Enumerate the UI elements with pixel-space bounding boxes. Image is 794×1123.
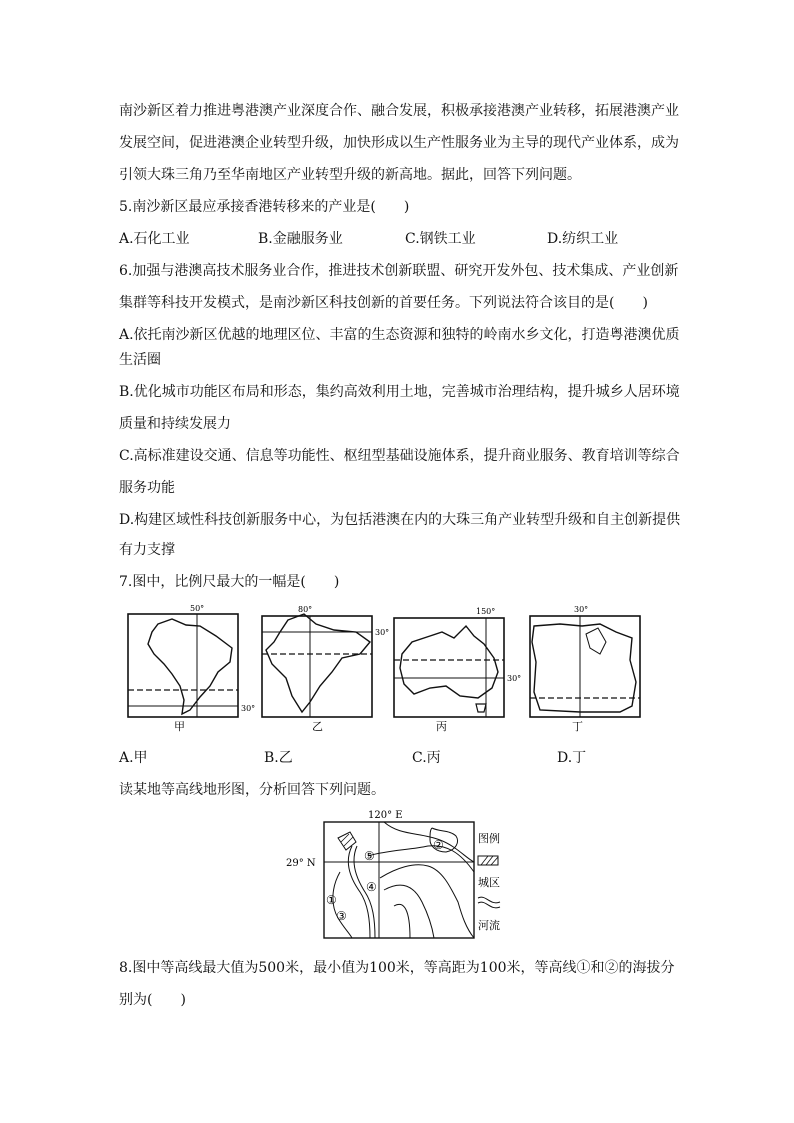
intro-line-3: 引领大珠三角乃至华南地区产业转型升级的新高地。据此，回答下列问题。 [119, 167, 581, 183]
contour-lon-label: 120° E [368, 810, 403, 821]
intro-line-1: 南沙新区着力推进粤港澳产业深度合作、融合发展，积极承接港澳产业转移，拓展港澳产业 [119, 103, 679, 119]
q6-option-d-line-2: 有力支撑 [119, 542, 175, 558]
q5-option-c: C.钢铁工业 [405, 231, 476, 247]
map-yi [262, 605, 389, 733]
map-yi-lat: 30° [375, 628, 390, 637]
intro-line-2: 发展空间，促进港澳企业转型升级，加快形成以生产性服务业为主导的现代产业体系，成为 [119, 135, 679, 151]
q7-option-a: A.甲 [119, 750, 148, 766]
q6-stem-line-1: 6.加强与港澳高技术服务业合作，推进技术创新联盟、研究开发外包、技术集成、产业创新 [119, 263, 679, 279]
map-bing-lat: 30° [507, 674, 522, 683]
q5-option-b: B.金融服务业 [258, 231, 343, 247]
q5-stem: 5.南沙新区最应承接香港转移来的产业是( ) [119, 199, 410, 215]
q7-stem: 7.图中，比例尺最大的一幅是( ) [119, 574, 340, 590]
map-jia-lon: 50° [190, 604, 205, 613]
contour-marker-2: ② [433, 838, 444, 852]
legend-city: 城区 [478, 876, 500, 889]
contour-intro: 读某地等高线地形图，分析回答下列问题。 [119, 782, 385, 798]
map-jia [128, 604, 255, 733]
map-ding-lon: 30° [574, 605, 589, 614]
q7-option-b: B.乙 [264, 750, 293, 766]
q7-option-d: D.丁 [557, 750, 587, 766]
q6-option-a-line-1: A.依托南沙新区优越的地理区位、丰富的生态资源和独特的岭南水乡文化，打造粤港澳优质 [119, 327, 680, 343]
contour-lat-label: 29° N [286, 858, 316, 869]
map-ding-label: 丁 [572, 720, 583, 733]
map-yi-label: 乙 [312, 720, 323, 733]
contour-marker-5: ⑤ [364, 849, 375, 863]
q6-option-d-line-1: D.构建区域性科技创新服务中心，为包括港澳在内的大珠三角产业转型升级和自主创新提供 [119, 512, 681, 528]
q7-option-c: C.丙 [412, 750, 441, 766]
q6-option-b-line-1: B.优化城市功能区布局和形态，集约高效利用土地，完善城市治理结构，提升城乡人居环境 [119, 384, 680, 400]
q6-option-c-line-2: 服务功能 [119, 480, 175, 496]
q6-option-b-line-2: 质量和持续发展力 [119, 416, 231, 432]
map-jia-lat: 30° [241, 704, 256, 713]
map-yi-lon: 80° [298, 605, 313, 614]
q8-line-2: 别为( ) [119, 992, 186, 1008]
city-area [338, 832, 356, 850]
q6-stem-line-2: 集群等科技开发模式，是南沙新区科技创新的首要任务。下列说法符合该目的是( ) [119, 295, 648, 311]
q5-option-a: A.石化工业 [119, 231, 190, 247]
map-bing-lon: 150° [476, 607, 496, 616]
contour-map-figure [286, 806, 510, 942]
contour-marker-4: ④ [366, 880, 377, 894]
contour-marker-1: ① [326, 893, 337, 907]
q8-line-1: 8.图中等高线最大值为500米，最小值为100米，等高距为100米，等高线①和②的海拔分 [119, 960, 675, 976]
q6-option-c-line-1: C.高标准建设交通、信息等功能性、枢纽型基础设施体系，提升商业服务、教育培训等综合 [119, 448, 680, 464]
map-legend [478, 831, 500, 932]
map-bing-label: 丙 [436, 720, 447, 733]
legend-title: 图例 [478, 832, 500, 845]
map-bing [394, 607, 521, 733]
q6-option-a-line-2: 生活圈 [119, 352, 161, 368]
q7-maps-figure [120, 602, 650, 742]
q5-option-d: D.纺织工业 [547, 231, 619, 247]
map-ding [530, 605, 640, 733]
map-jia-label: 甲 [174, 720, 185, 733]
contour-marker-3: ③ [336, 909, 347, 923]
legend-river: 河流 [478, 919, 500, 932]
